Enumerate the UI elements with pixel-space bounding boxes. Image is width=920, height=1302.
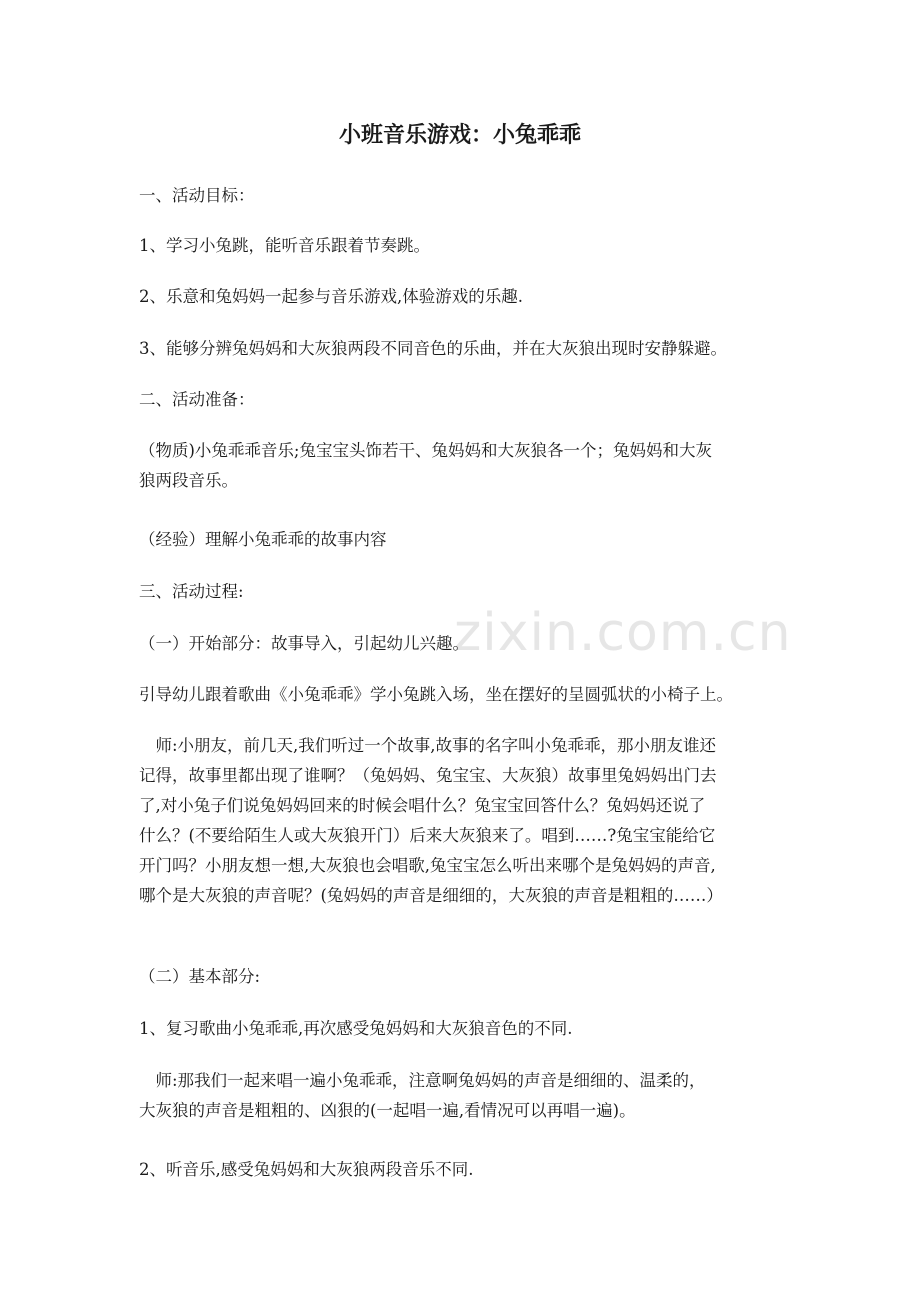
watermark: zixin.com.cn — [454, 603, 792, 663]
preparation-materials — [139, 436, 789, 496]
text-line: 师:小朋友，前几天,我们听过一个故事,故事的名字叫小兔乖乖，那小朋友谁还 — [139, 736, 717, 755]
section-heading-preparation: 二、活动准备： — [139, 390, 255, 409]
text-line: （物质)小兔乖乖音乐;兔宝宝头饰若干、兔妈妈和大灰狼各一个；兔妈妈和大灰 — [139, 441, 712, 460]
preparation-experience: （经验）理解小兔乖乖的故事内容 — [139, 530, 387, 549]
text-line: 了,对小兔子们说兔妈妈回来的时候会唱什么？兔宝宝回答什么？兔妈妈还说了 — [139, 796, 706, 815]
teacher-dialogue-2 — [139, 1066, 789, 1126]
text-line: 什么？(不要给陌生人或大灰狼开门）后来大灰狼来了。唱到……?兔宝宝能给它 — [139, 826, 716, 845]
goal-item-2: 2、乐意和兔妈妈一起参与音乐游戏,体验游戏的乐趣. — [139, 287, 523, 306]
section-heading-process: 三、活动过程: — [139, 582, 244, 601]
process-part-1-heading: （一）开始部分：故事导入，引起幼儿兴趣。 — [139, 634, 469, 653]
process-intro: 引导幼儿跟着歌曲《小兔乖乖》学小兔跳入场，坐在摆好的呈圆弧状的小椅子上。 — [139, 685, 733, 704]
text-line: 狼两段音乐。 — [139, 471, 238, 490]
basic-step-1: 1、复习歌曲小兔乖乖,再次感受兔妈妈和大灰狼音色的不同. — [139, 1019, 573, 1038]
text-line: 哪个是大灰狼的声音呢？(兔妈妈的声音是细细的，大灰狼的声音是粗粗的……） — [139, 886, 723, 905]
text-line: 大灰狼的声音是粗粗的、凶狠的(一起唱一遍,看情况可以再唱一遍)。 — [139, 1101, 636, 1120]
process-part-2-heading: （二）基本部分: — [139, 967, 261, 986]
text-line: 师:那我们一起来唱一遍小兔乖乖，注意啊兔妈妈的声音是细细的、温柔的， — [139, 1071, 706, 1090]
document-title: 小班音乐游戏：小兔乖乖 — [338, 123, 581, 148]
teacher-dialogue-1 — [139, 731, 789, 911]
text-line: 记得，故事里都出现了谁啊？（兔妈妈、兔宝宝、大灰狼）故事里兔妈妈出门去 — [139, 766, 717, 785]
goal-item-3: 3、能够分辨兔妈妈和大灰狼两段不同音色的乐曲，并在大灰狼出现时安静躲避。 — [139, 339, 727, 358]
section-heading-goals: 一、活动目标： — [139, 186, 255, 205]
basic-step-2: 2、听音乐,感受兔妈妈和大灰狼两段音乐不同. — [139, 1160, 474, 1179]
text-line: 开门吗？小朋友想一想,大灰狼也会唱歌,兔宝宝怎么听出来哪个是兔妈妈的声音, — [139, 856, 716, 875]
goal-item-1: 1、学习小兔跳，能听音乐跟着节奏跳。 — [139, 236, 430, 255]
